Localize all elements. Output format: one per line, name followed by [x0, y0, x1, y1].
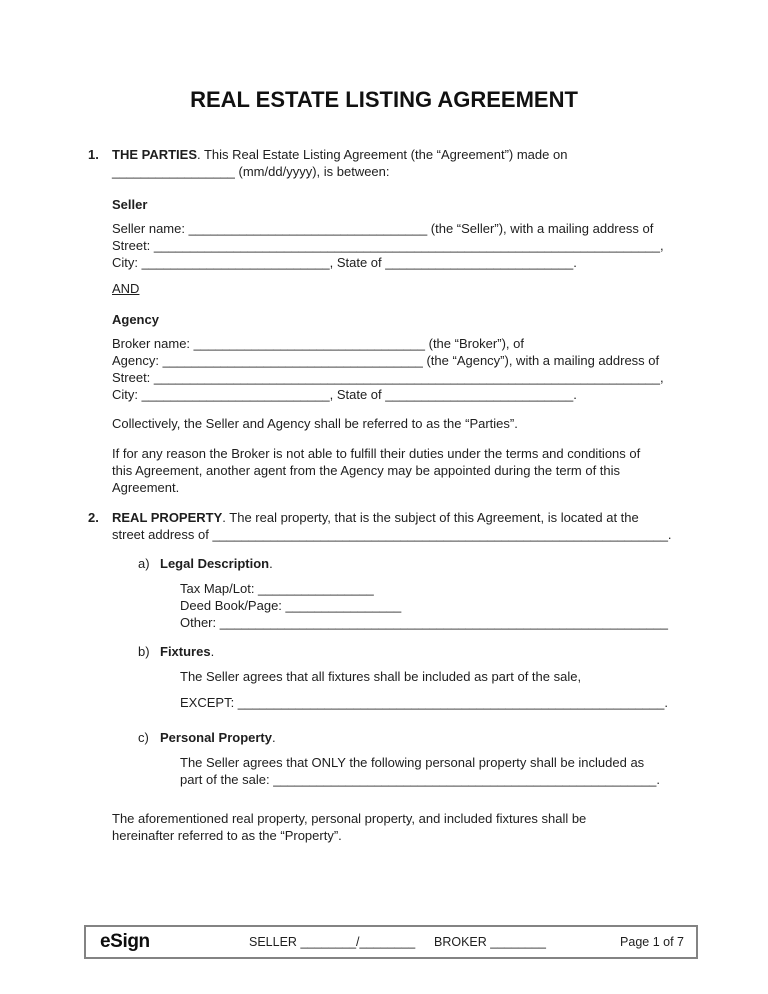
fixtures-item	[138, 668, 690, 711]
section-2-number: 2.	[88, 510, 99, 525]
section-1-intro-text: . This Real Estate Listing Agreement (the “Agreement”) made on	[197, 147, 568, 162]
personal-property-line-2: part of the sale: _____________________________________________________.	[180, 772, 661, 787]
agency-street-line: Street: ______________________________________________________________________,	[112, 370, 664, 385]
footer-page-number: Page 1 of 7	[620, 935, 684, 949]
collectively-paragraph: Collectively, the Seller and Agency shall be referred to as the “Parties”.	[112, 416, 518, 431]
broker-fulfill-paragraph	[112, 445, 690, 496]
closing-paragraph	[112, 810, 690, 844]
seller-heading: Seller	[112, 197, 148, 212]
footer-seller-blanks: ________/________	[300, 935, 416, 949]
closing-line-2: hereinafter referred to as the “Property”.	[112, 828, 342, 843]
fulfill-line-3: Agreement.	[112, 480, 180, 495]
section-2-intro-text: . The real property, that is the subject of this Agreement, is located at the	[222, 510, 639, 525]
fulfill-line-2: this Agreement, another agent from the Agency may be appointed during the term of this	[112, 463, 621, 478]
personal-property-heading: Personal Property	[160, 730, 272, 745]
other-line: Other: ______________________________________________________________	[180, 615, 668, 630]
closing-line-1: The aforementioned real property, personal property, and included fixtures shall be	[112, 811, 587, 826]
section-real-property-intro	[88, 509, 690, 543]
item-b-label: b)	[138, 644, 150, 659]
page-title: REAL ESTATE LISTING AGREEMENT	[190, 87, 578, 112]
agency-heading: Agency	[112, 312, 159, 327]
personal-property-line-1: The Seller agrees that ONLY the following personal property shall be included as	[180, 755, 645, 770]
legal-description-heading: Legal Description	[160, 556, 270, 571]
footer-bar	[84, 925, 698, 959]
footer-broker-label: BROKER	[434, 935, 487, 949]
legal-description-item	[138, 580, 690, 631]
legal-description-heading-row	[138, 555, 690, 572]
footer-seller-label: SELLER	[249, 935, 297, 949]
seller-city-state-line: City: __________________________, State of __________________________.	[112, 255, 577, 270]
fixtures-paragraph: The Seller agrees that all fixtures shall be included as part of the sale,	[180, 669, 582, 684]
seller-block	[112, 220, 690, 271]
section-the-parties-intro	[88, 146, 690, 180]
seller-name-line: Seller name: _________________________________ (the “Seller”), with a mailing address of	[112, 221, 654, 236]
legal-description-period: .	[269, 556, 273, 571]
fixtures-except-line: EXCEPT: ___________________________________________________________.	[180, 695, 668, 710]
footer-seller-initials	[249, 935, 415, 949]
fulfill-line-1: If for any reason the Broker is not able to fulfill their duties under the terms and conditions of	[112, 446, 641, 461]
date-blank-line: _________________ (mm/dd/yyyy), is between:	[112, 164, 390, 179]
item-c-label: c)	[138, 730, 149, 745]
section-1-number: 1.	[88, 147, 99, 162]
personal-property-item	[138, 754, 690, 788]
fixtures-heading-row	[138, 643, 690, 660]
fixtures-heading: Fixtures	[160, 644, 211, 659]
footer-broker-blank: ________	[490, 935, 546, 949]
personal-property-period: .	[272, 730, 276, 745]
personal-property-heading-row	[138, 729, 690, 746]
document-body	[88, 146, 690, 844]
street-address-blank-line: street address of _______________________________________________________________.	[112, 527, 672, 542]
deed-book-page-line: Deed Book/Page: ________________	[180, 598, 402, 613]
section-1-heading: THE PARTIES	[112, 147, 197, 162]
tax-map-lot-line: Tax Map/Lot: ________________	[180, 581, 374, 596]
section-1-intro-line-1	[112, 146, 690, 163]
and-separator-block	[112, 280, 690, 297]
broker-name-line: Broker name: ________________________________ (the “Broker”), of	[112, 336, 524, 351]
section-2-heading: REAL PROPERTY	[112, 510, 223, 525]
fixtures-period: .	[210, 644, 215, 659]
footer-broker-initials	[434, 935, 546, 949]
agency-city-state-line: City: __________________________, State of __________________________.	[112, 387, 577, 402]
agency-name-line: Agency: ____________________________________ (the “Agency”), with a mailing address of	[112, 353, 660, 368]
agency-block	[112, 335, 690, 403]
and-separator: AND	[112, 281, 140, 296]
esign-logo: eSign	[100, 931, 150, 952]
item-a-label: a)	[138, 556, 150, 571]
seller-street-line: Street: ______________________________________________________________________,	[112, 238, 664, 253]
section-2-intro-line-1	[112, 509, 690, 526]
